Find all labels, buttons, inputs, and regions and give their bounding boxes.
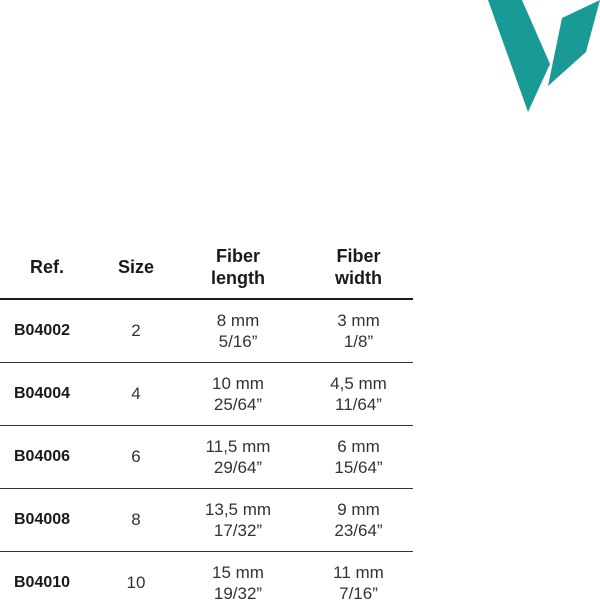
header-fiber-length: Fiber length: [211, 246, 265, 288]
length-cell: 10 mm 25/64”: [212, 374, 264, 414]
size-cell: 2: [131, 321, 141, 340]
header-ref: Ref.: [30, 257, 65, 277]
table-row: [0, 552, 413, 614]
header-size: Size: [117, 257, 155, 277]
v-logo-icon: [488, 0, 600, 114]
table-row: [0, 426, 413, 489]
table-header: [0, 236, 413, 300]
size-cell: 8: [131, 510, 141, 529]
size-cell: 10: [126, 573, 146, 592]
table-row: [0, 300, 413, 363]
length-cell: 11,5 mm 29/64”: [205, 437, 271, 477]
fiber-spec-table: [0, 236, 413, 614]
length-cell: 15 mm 19/32”: [212, 563, 264, 603]
width-cell: 11 mm 7/16”: [333, 563, 384, 603]
length-cell: 8 mm 5/16”: [216, 311, 260, 351]
ref-cell: B04004: [14, 385, 71, 402]
size-cell: 6: [131, 447, 141, 466]
width-cell: 3 mm 1/8”: [337, 311, 380, 351]
width-cell: 6 mm 15/64”: [334, 437, 383, 477]
ref-cell: B04010: [14, 574, 71, 591]
table-row: [0, 489, 413, 552]
table-row: [0, 363, 413, 426]
ref-cell: B04006: [14, 448, 71, 465]
width-cell: 4,5 mm 11/64”: [330, 374, 387, 414]
ref-cell: B04002: [14, 322, 71, 339]
width-cell: 9 mm 23/64”: [334, 500, 383, 540]
ref-cell: B04008: [14, 511, 71, 528]
size-cell: 4: [131, 384, 141, 403]
header-fiber-width: Fiber width: [335, 246, 382, 288]
length-cell: 13,5 mm 17/32”: [204, 500, 272, 540]
